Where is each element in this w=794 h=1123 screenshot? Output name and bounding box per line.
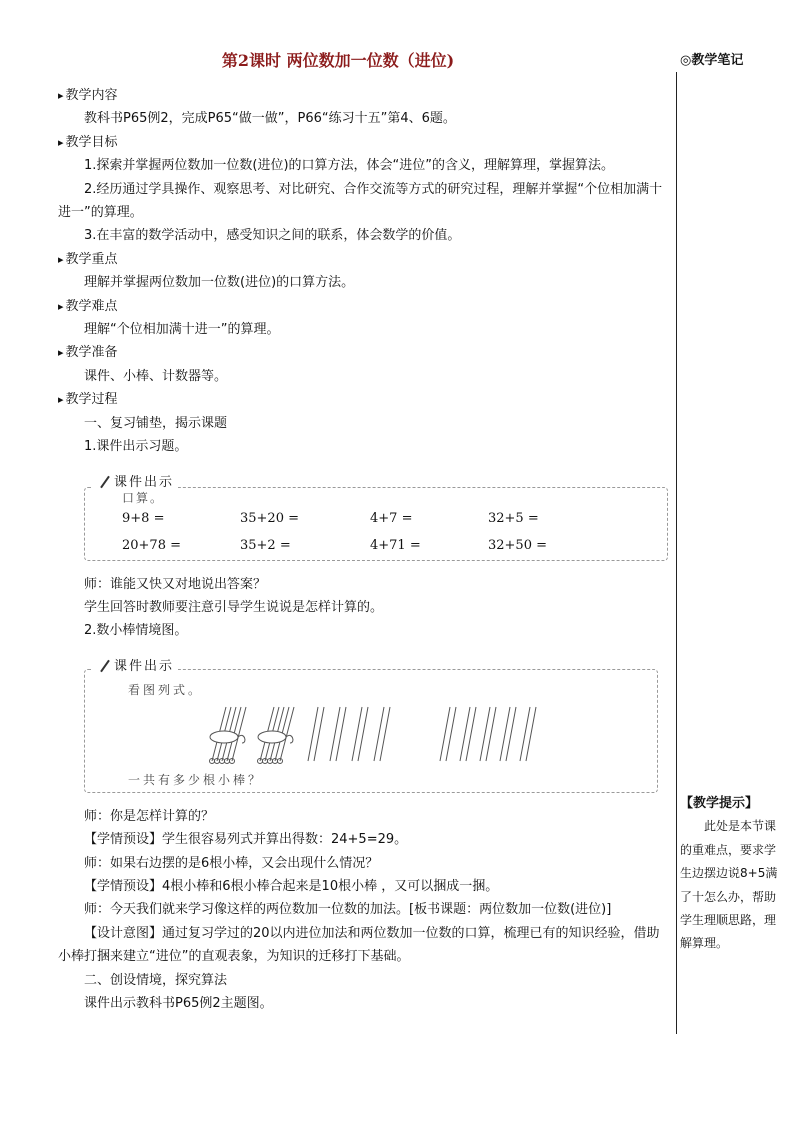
courseware-box-calc [84,471,668,563]
step-1-item-1: 1.课件出示习题。 [84,439,188,455]
calc-item: 20+78 = [122,537,182,553]
calc-item: 4+7 = [370,510,413,526]
stick-bundle-icon [258,707,295,764]
goal-1: 1.探索并掌握两位数加一位数(进位)的口算方法，体会“进位”的含义，理解算理，掌握算法。 [84,158,615,174]
design-intent: 【设计意图】通过复习学过的20以内进位加法和两位数加一位数的口算，梳理已有的知识经验，借助小棒打捆来建立“进位”的直观表象，为知识的迁移打下基础。 [58,925,660,965]
content-text: 教科书P65例2，完成P65“做一做”，P66“练习十五”第4、6题。 [84,111,456,127]
calc-item: 9+8 = [122,510,165,526]
courseware-box-sticks [84,655,668,795]
tip-body: 此处是本节课的重难点，要求学生边摆边说8+5满了十怎么办，帮助学生理顺思路，理解算理。 [680,819,778,951]
oral-calc-label: 口算。 [122,490,165,505]
calc-item: 35+20 = [240,510,300,526]
goal-3: 3.在丰富的数学活动中，感受知识之间的联系，体会数学的价值。 [84,228,461,244]
calc-item: 35+2 = [240,537,291,553]
teaching-tip [680,792,780,956]
content-heading: ▸ 教学内容 [58,84,670,107]
notes-label: ◎教学笔记 [680,53,744,68]
main-content [58,84,670,1015]
teacher-question-2: 师：你是怎样计算的？ [84,808,215,824]
tip-heading: 【教学提示】 [680,796,759,811]
calc-item: 32+5 = [488,510,539,526]
single-sticks-group-right [440,707,536,761]
step-2-heading: 二、创设情境，探究算法 [84,972,228,988]
teacher-question-3: 师：如果右边摆的是6根小棒，又会出现什么情况？ [84,855,379,871]
difficulty-heading: ▸ 教学难点 [58,295,670,318]
student-preset-2: 【学情预设】4根小棒和6根小棒合起来是10根小棒 ，又可以捆成一捆。 [84,878,499,894]
prep-text: 课件、小棒、计数器等。 [84,368,228,384]
calc-item: 32+50 = [488,537,548,553]
goal-2: 2.经历通过学具操作、观察思考、对比研究、合作交流等方式的研究过程，理解并掌握“个位相加满十进一”的算理。 [58,181,663,221]
calc-item: 4+71 = [370,537,421,553]
courseware-tag: 课件出示 [92,471,178,494]
look-and-write-label: 看图列式。 [128,682,204,697]
step-1-heading: 一、复习铺垫，揭示课题 [84,415,228,431]
teacher-statement: 师：今天我们就来学习像这样的两位数加一位数的加法。[板书课题：两位数加一位数(进位)] [84,902,612,918]
courseware-tag: 课件出示 [92,655,178,678]
difficulty-text: 理解“个位相加满十进一”的算理。 [84,322,280,338]
step-1-item-2: 2.数小棒情境图。 [84,623,188,639]
single-sticks-group [308,707,390,761]
notes-divider [676,72,677,1034]
stick-bundle-icon [210,707,247,764]
stick-question: 一共有多少根小棒？ [128,772,264,787]
student-preset-1: 【学情预设】学生很容易列式并算出得数：24+5=29。 [84,832,408,848]
step-2-text: 课件出示教科书P65例2主题图。 [84,995,273,1011]
process-heading: ▸ 教学过程 [58,388,670,411]
pen-icon [100,660,110,673]
page-title: 第2课时 两位数加一位数（进位) [221,51,455,70]
teacher-question-1: 师：谁能又快又对地说出答案？ [84,576,267,592]
goals-heading: ▸ 教学目标 [58,131,670,154]
pen-icon [100,476,110,489]
key-heading: ▸ 教学重点 [58,248,670,271]
prep-heading: ▸ 教学准备 [58,341,670,364]
key-text: 理解并掌握两位数加一位数(进位)的口算方法。 [84,275,355,291]
teacher-note-1: 学生回答时教师要注意引导学生说说是怎样计算的。 [84,599,384,615]
sticks-illustration [204,703,554,765]
